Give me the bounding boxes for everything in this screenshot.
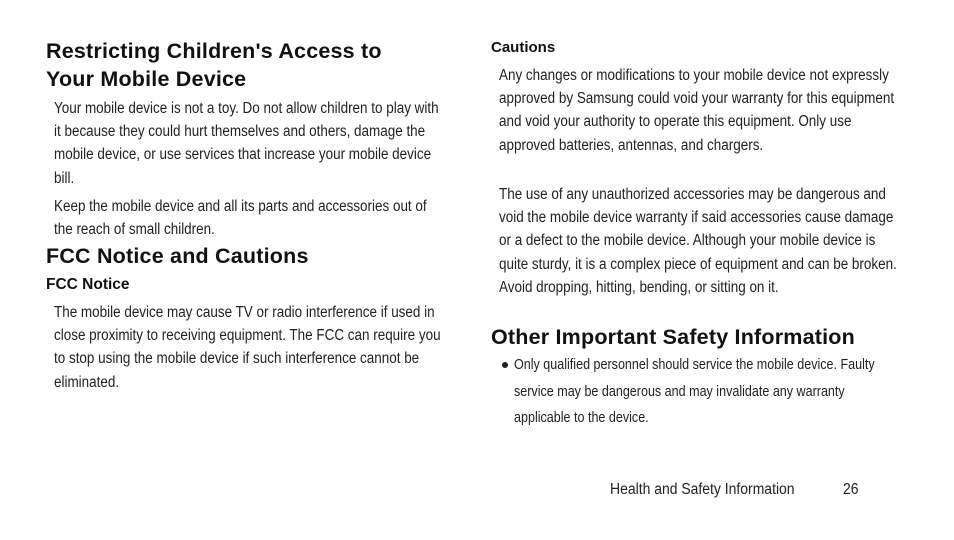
paragraph-unauthorized-accessories: The use of any unauthorized accessories may be dangerous and void the mobile device warranty if said accessories cause damage or a defect to the mobile device. Although your mobile device is quite sturdy, it is a complex piece of equipment and can be broken. Avoid dropping, hitting, bending, or sitting on it. bbox=[499, 186, 897, 296]
subheading-cautions: Cautions bbox=[491, 39, 556, 56]
section-heading-other-safety: Other Important Safety Information bbox=[491, 325, 855, 349]
footer-section-title: Health and Safety Information bbox=[610, 481, 795, 498]
heading-line-2: Your Mobile Device bbox=[46, 67, 247, 91]
footer-page-number: 26 bbox=[843, 481, 859, 498]
section-heading-fcc-notice-cautions: FCC Notice and Cautions bbox=[46, 244, 309, 268]
paragraph-modifications: Any changes or modifications to your mobile device not expressly approved by Samsung could void your warranty for this equipment and void your authority to operate this equipment. Only use approved batteries, antennas, and chargers. bbox=[499, 67, 895, 154]
paragraph-keep-out-of-reach: Keep the mobile device and all its parts and accessories out of the reach of small children. bbox=[54, 198, 427, 239]
heading-line-1: Restricting Children's Access to bbox=[46, 39, 382, 63]
subheading-fcc-notice: FCC Notice bbox=[46, 276, 130, 293]
bullet-qualified-personnel: Only qualified personnel should service the mobile device. Faulty service may be dangerous and may invalidate any warranty applicable to the device. bbox=[514, 357, 875, 426]
section-heading-restricting-children bbox=[46, 37, 466, 93]
bullet-dot-icon bbox=[502, 362, 508, 368]
paragraph-fcc-interference: The mobile device may cause TV or radio interference if used in close proximity to receiving equipment. The FCC can require you to stop using the mobile device if such interference cannot be eliminated. bbox=[54, 304, 441, 391]
paragraph-not-a-toy: Your mobile device is not a toy. Do not allow children to play with it because they could hurt themselves and others, damage the mobile device, or use services that increase your mobile device bill. bbox=[54, 100, 439, 187]
